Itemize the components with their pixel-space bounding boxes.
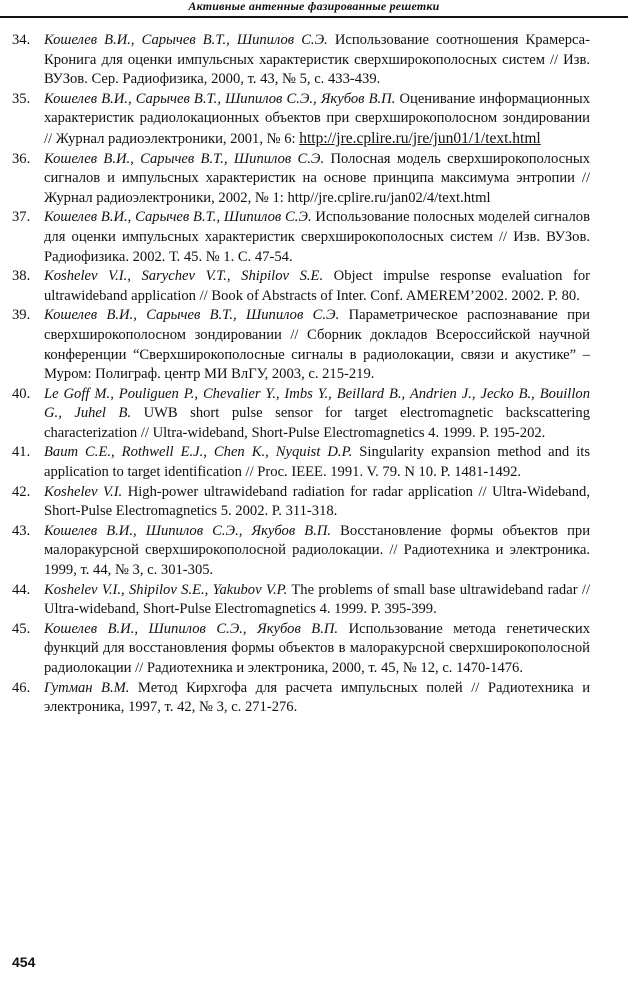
reference-number: 46. xyxy=(12,679,31,696)
reference-text: UWB short pulse sensor for target electromagnetic backscattering characterization // Ultra-wideband, Short-Pulse Electromagnetics 4. 1999. P. 195-202. xyxy=(44,405,590,441)
reference-text: High-power ultrawideband radiation for radar application // Ultra-Wideband, Short-Pulse Electromagnetics 5. 2002. P. 311-318. xyxy=(44,483,590,520)
reference-item xyxy=(12,267,590,306)
reference-number: 42. xyxy=(12,483,31,500)
reference-authors: Koshelev V.I. xyxy=(44,483,123,500)
reference-authors: Кошелев В.И., Сарычев В.Т., Шипилов С.Э. xyxy=(44,307,340,324)
reference-text: Использование метода генетических функций для восстановления формы объектов в малоракурсной сверхширокополосной радиолокации // Радиотехника и электроника, 2000, т. 45, № 12, с. 1470-1476. xyxy=(44,620,591,676)
reference-number: 43. xyxy=(12,522,31,539)
reference-text: Метод Кирхгофа для расчета импульсных полей // Радиотехника и электроника, 1997, т. 42, № 3, с. 271-276. xyxy=(44,679,591,716)
reference-text: Восстановление формы объектов при малоракурсной сверхширокополосной радиолокации. // Радиотехника и электроника. 1999, т. 44, № 3, с. 301-305. xyxy=(44,522,591,579)
reference-text: Полосная модель сверхширокополосных сигналов и импульсных характеристик на основе принципа максимума энтропии // Журнал радиоэлектроники, 2002, № 1: http//jre.cplire.ru/jan02/4/text.html xyxy=(44,150,590,206)
reference-number: 35. xyxy=(12,90,31,107)
reference-link[interactable]: http://jre.cplire.ru/jre/jun01/1/text.html xyxy=(299,129,541,147)
reference-item xyxy=(12,306,590,384)
reference-authors: Кошелев В.И., Сарычев В.Т., Шипилов С.Э., Якубов В.П. xyxy=(44,90,396,107)
reference-authors: Baum C.E., Rothwell E.J., Chen K., Nyquist D.P. xyxy=(44,444,353,461)
reference-authors: Koshelev V.I., Sarychev V.T., Shipilov S.E. xyxy=(44,268,324,285)
reference-item xyxy=(12,581,590,620)
reference-text: Singularity expansion method and its application to target identification // Proc. IEEE. 1991. V. 79. N 10. P. 1481-1492. xyxy=(44,444,590,481)
reference-number: 45. xyxy=(12,620,31,637)
reference-item xyxy=(12,208,590,267)
reference-text: Использование полосных моделей сигналов для оценки импульсных характеристик сверхширокополосных систем // Изв. ВУЗов. Радиофизика. 2002. Т. 45. № 1. С. 47-54. xyxy=(44,209,590,265)
reference-text: The problems of small base ultrawideband radar // Ultra-wideband, Short-Pulse Electromagnetics 4. 1999. P. 395-399. xyxy=(44,581,590,618)
reference-number: 36. xyxy=(12,150,31,167)
reference-list xyxy=(12,31,590,718)
reference-text: Оценивание информационных характеристик радиолокационных объектов при сверхширокополосном зондировании // Журнал радиоэлектроники, 2001, № 6: xyxy=(44,90,590,147)
reference-authors: Кошелев В.И., Сарычев В.Т., Шипилов С.Э. xyxy=(44,150,325,167)
reference-item xyxy=(12,620,590,679)
reference-item xyxy=(12,385,590,444)
reference-item xyxy=(12,443,590,482)
reference-number: 40. xyxy=(12,385,31,402)
reference-number: 41. xyxy=(12,444,31,461)
page-number: 454 xyxy=(12,954,36,970)
reference-text: Object impulse response evaluation for ultrawideband application // Book of Abstracts of Inter. Conf. AMEREM’2002. 2002. P. 80. xyxy=(44,268,590,304)
reference-item xyxy=(12,679,590,718)
reference-authors: Кошелев В.И., Шипилов С.Э., Якубов В.П. xyxy=(44,620,339,637)
reference-text: Параметрическое распознавание при сверхширокополосном зондировании // Сборник докладов Всероссийской научной конференции “Сверхширокополосные сигналы в радиолокации, связи и акустике” – Муром: Полиграф. центр МИ ВлГУ, 2003, с. 215-219. xyxy=(44,307,590,383)
reference-item xyxy=(12,150,590,209)
reference-authors: Гутман В.М. xyxy=(44,679,130,696)
reference-number: 34. xyxy=(12,32,31,48)
reference-number: 39. xyxy=(12,307,31,324)
reference-item xyxy=(12,90,590,150)
reference-item xyxy=(12,522,590,581)
reference-authors: Кошелев В.И., Сарычев В.Т., Шипилов С.Э. xyxy=(44,32,328,48)
reference-number: 44. xyxy=(12,581,31,598)
reference-number: 38. xyxy=(12,268,31,285)
reference-item xyxy=(12,31,590,90)
reference-authors: Koshelev V.I., Shipilov S.E., Yakubov V.P. xyxy=(44,581,288,598)
reference-number: 37. xyxy=(12,209,31,226)
running-header: Активные антенные фазированные решетки xyxy=(0,0,628,18)
reference-authors: Кошелев В.И., Шипилов С.Э., Якубов В.П. xyxy=(44,522,332,539)
reference-text: Использование соотношения Крамерса-Кронига для оценки импульсных характеристик сверхширокополосных систем // Изв. ВУЗов. Сер. Радиофизика, 2000, т. 43, № 5, с. 433-439. xyxy=(44,32,590,88)
reference-item xyxy=(12,483,590,522)
reference-authors: Le Goff M., Pouliguen P., Chevalier Y., Imbs Y., Beillard B., Andrien J., Jecko B., Bouillon G., Juhel B. xyxy=(44,385,590,422)
reference-authors: Кошелев В.И., Сарычев В.Т., Шипилов С.Э. xyxy=(44,209,312,226)
